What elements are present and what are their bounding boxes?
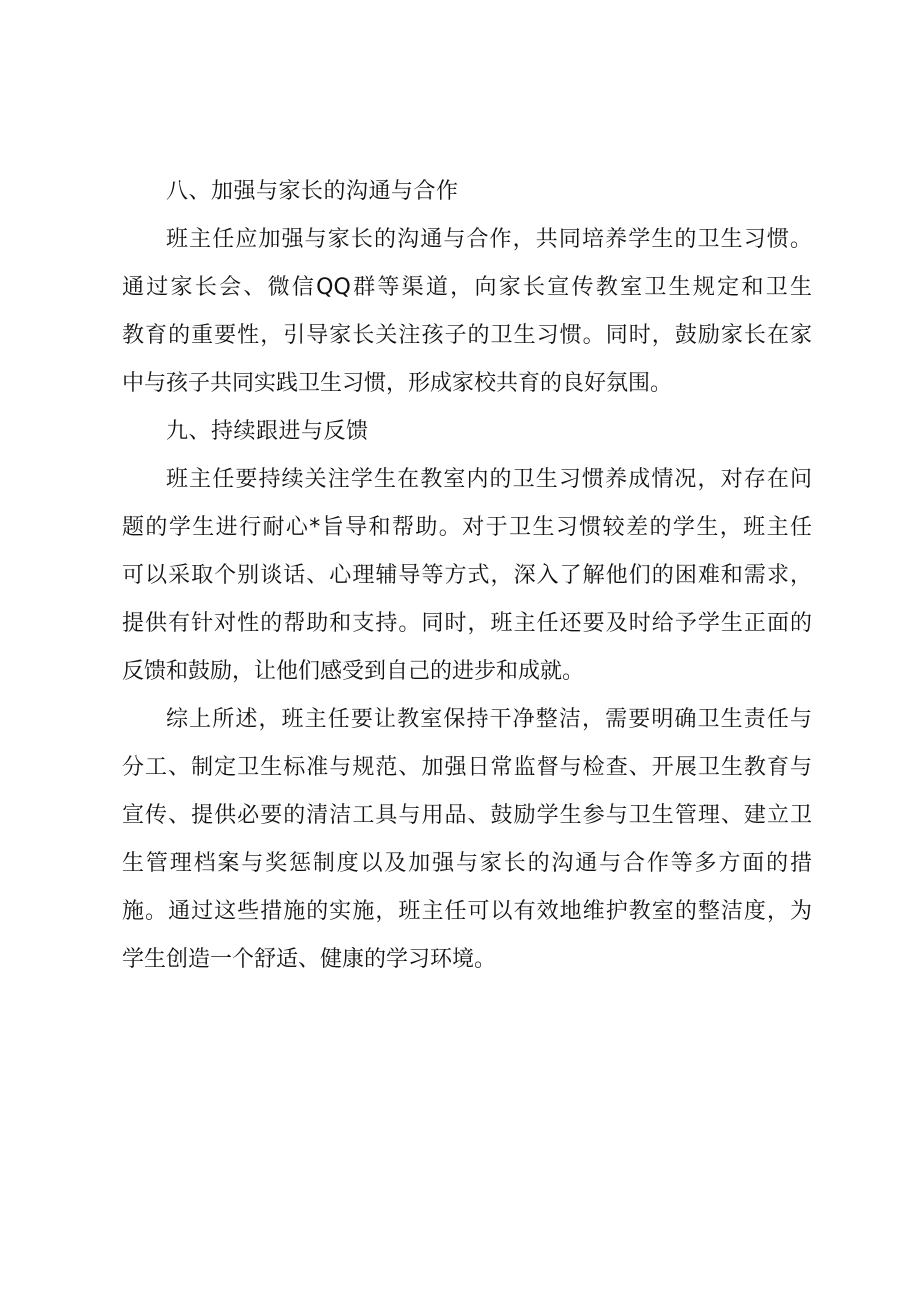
section-8-paragraph — [122, 216, 812, 408]
section-9-paragraph — [122, 456, 812, 696]
paragraph-line: 分工、制定卫生标准与规范、加强日常监督与检查、开展卫生教育与 — [122, 755, 812, 780]
paragraph-line: 生管理档案与奖惩制度以及加强与家长的沟通与合作等多方面的措 — [122, 851, 812, 876]
summary-paragraph — [122, 696, 812, 984]
paragraph-line: 综上所述，班主任要让教室保持干净整洁，需要明确卫生责任与 — [166, 707, 812, 732]
paragraph-line: 学生创造一个舒适、健康的学习环境。 — [122, 947, 497, 972]
section-heading-8: 八、加强与家长的沟通与合作 — [166, 179, 459, 204]
paragraph-line: 反馈和鼓励，让他们感受到自己的进步和成就。 — [122, 659, 585, 684]
paragraph-line: 施。通过这些措施的实施，班主任可以有效地维护教室的整洁度，为 — [122, 899, 812, 924]
paragraph-line: 提供有针对性的帮助和支持。同时，班主任还要及时给予学生正面的 — [122, 611, 812, 636]
document-body — [122, 168, 812, 984]
paragraph-line: 可以采取个别谈话、心理辅导等方式，深入了解他们的困难和需求， — [122, 563, 812, 588]
paragraph-line: 教育的重要性，引导家长关注孩子的卫生习惯。同时，鼓励家长在家 — [122, 323, 812, 348]
paragraph-line: 题的学生进行耐心*旨导和帮助。对于卫生习惯较差的学生，班主任 — [122, 515, 812, 540]
section-heading-9: 九、持续跟进与反馈 — [166, 419, 369, 444]
paragraph-line: 班主任应加强与家长的沟通与合作，共同培养学生的卫生习惯。 — [166, 227, 812, 252]
paragraph-line: 中与孩子共同实践卫生习惯，形成家校共育的良好氛围。 — [122, 371, 673, 396]
paragraph-line: 通过家长会、微信QQ群等渠道，向家长宣传教室卫生规定和卫生 — [122, 275, 812, 300]
paragraph-line: 班主任要持续关注学生在教室内的卫生习惯养成情况，对存在问 — [166, 467, 812, 492]
paragraph-line: 宣传、提供必要的清洁工具与用品、鼓励学生参与卫生管理、建立卫 — [122, 803, 812, 828]
